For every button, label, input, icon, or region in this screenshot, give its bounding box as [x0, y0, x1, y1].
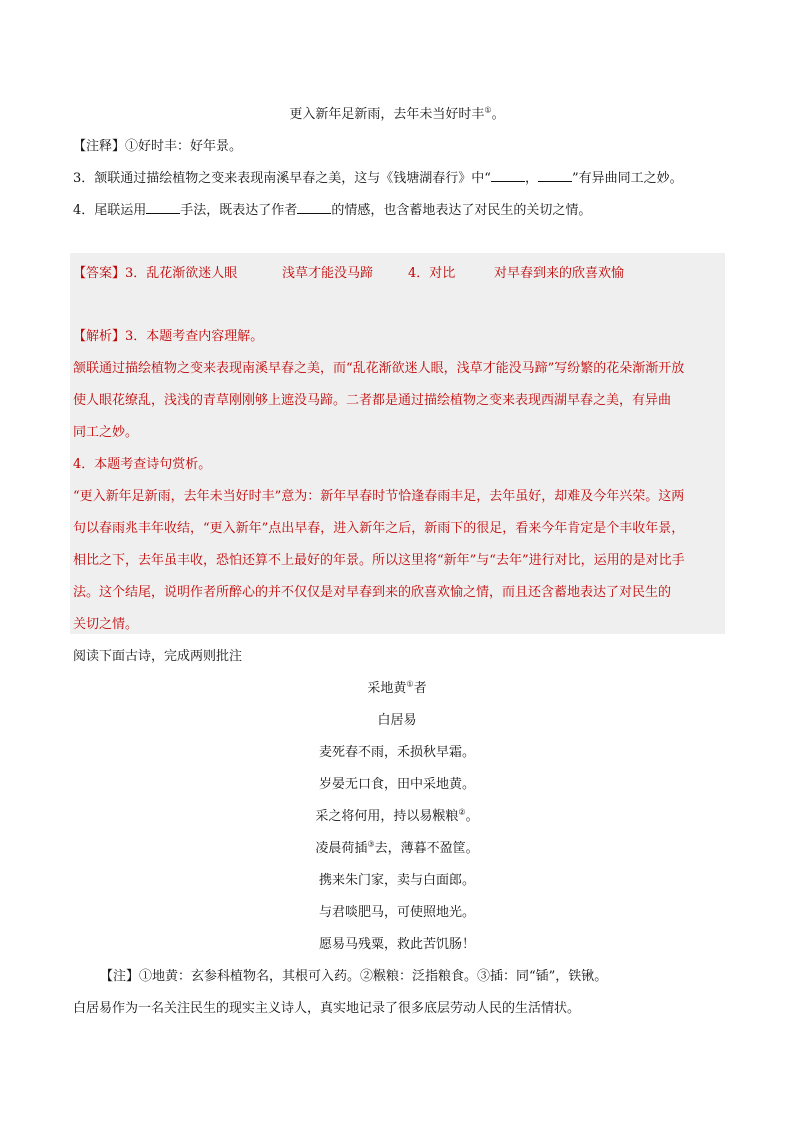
poem-annotation: 【注】①地黄：玄参科植物名，其根可入药。②糇粮：泛指粮食。③插：同“锸”，铁锹。 — [100, 969, 608, 984]
analysis-line: 颔联通过描绘植物之变来表现南溪早春之美，而“乱花渐欲迷人眼，浅草才能没马蹄”写纷繁的花朵渐渐开放 — [73, 361, 685, 376]
answer-3b: 浅草才能没马蹄 — [282, 266, 374, 281]
answer-4b: 对早春到来的欣喜欢愉 — [494, 266, 625, 281]
poem-line: 麦死春不雨，禾损秋早霜。 — [318, 745, 475, 760]
analysis-line: 句以春雨兆丰年收结，“更入新年”点出早春，进入新年之后，新雨下的很足，看来今年肯定是个丰收年景， — [73, 521, 685, 536]
poem-line: 凌晨荷插③去，薄暮不盈筐。 — [315, 839, 479, 856]
poem-title: 采地黄①者 — [367, 679, 427, 696]
analysis-line: 相比之下，去年虽丰收，恐怕还算不上最好的年景。所以这里将“新年”与“去年”进行对比，运用的是对比手 — [73, 553, 685, 568]
poem-line: 更入新年足新雨，去年未当好时丰①。 — [289, 105, 505, 122]
reading-intro: 阅读下面古诗，完成两则批注 — [73, 649, 243, 664]
analysis-line: 同工之妙。 — [73, 425, 139, 440]
analysis-line: 法。这个结尾，说明作者所醉心的并不仅仅是对早春到来的欣喜欢愉之情，而且还含蓄地表达了对民生的 — [73, 585, 672, 600]
analysis-line: 4．本题考查诗句赏析。 — [73, 457, 212, 472]
analysis-line: 使人眼花缭乱，浅浅的青草刚刚够上遮没马蹄。二者都是通过描绘植物之变来表现西湖早春之美，有异曲 — [73, 393, 672, 408]
analysis-heading: 【解析】3．本题考查内容理解。 — [73, 329, 264, 344]
footnote-ref: ③ — [367, 839, 375, 849]
poem-line: 携来朱门家，卖与白面郎。 — [318, 873, 475, 888]
poem-line: 与君啖肥马，可使照地光。 — [318, 905, 475, 920]
analysis-line: “更入新年足新雨，去年未当好时丰”意为：新年早春时节恰逢春雨丰足，去年虽好，却难及今年兴荣。这两 — [73, 489, 685, 504]
answer-4: 4．对比 — [408, 266, 456, 281]
poem-line: 愿易马残粟，救此苦饥肠！ — [318, 937, 475, 952]
analysis-line: 关切之情。 — [73, 617, 139, 632]
answer-analysis-panel — [70, 253, 725, 634]
poem-line: 岁晏无口食，田中采地黄。 — [318, 777, 475, 792]
footnote-ref: ① — [484, 105, 492, 115]
answer-blank[interactable] — [146, 213, 180, 214]
poem-author: 白居易 — [377, 713, 417, 728]
closing-paragraph: 白居易作为一名关注民生的现实主义诗人，真实地记录了很多底层劳动人民的生活情状。 — [73, 1001, 581, 1016]
poem-line: 采之将何用，持以易糇粮②。 — [315, 807, 479, 824]
answer-line: 【答案】3．乱花渐欲迷人眼 — [73, 266, 238, 281]
question-3: 3．颔联通过描绘植物之变来表现南溪早春之美，这与《钱塘湖春行》中“ ， ”有异曲同工之妙。 — [73, 171, 683, 186]
footnote-ref: ① — [406, 679, 414, 689]
answer-blank[interactable] — [538, 181, 572, 182]
annotation-note: 【注释】①好时丰：好年景。 — [73, 139, 243, 154]
question-4: 4．尾联运用 手法，既表达了作者 的情感，也含蓄地表达了对民生的关切之情。 — [73, 203, 592, 218]
answer-blank[interactable] — [491, 181, 525, 182]
footnote-ref: ② — [458, 807, 466, 817]
answer-blank[interactable] — [297, 213, 331, 214]
